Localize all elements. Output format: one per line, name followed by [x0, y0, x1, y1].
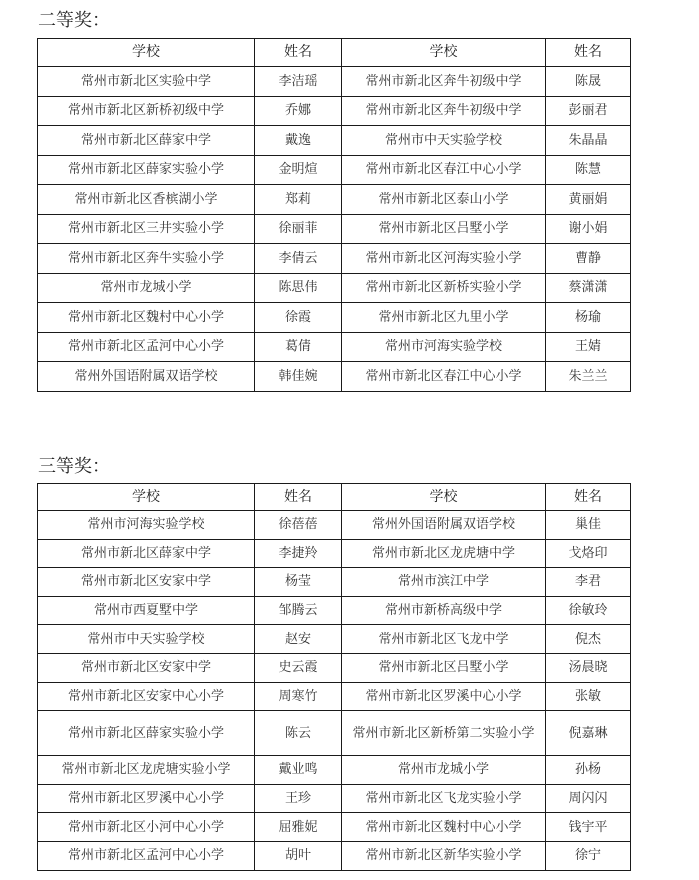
name-cell: 谢小娟	[546, 214, 631, 244]
school-cell: 常州市新北区新桥实验小学	[342, 273, 546, 303]
school-cell: 常州市新北区吕墅小学	[342, 653, 546, 682]
school-cell: 常州市新北区奔牛初级中学	[342, 96, 546, 126]
school-cell: 常州市新北区奔牛初级中学	[342, 67, 546, 97]
table-row	[38, 303, 631, 333]
table-row	[38, 568, 631, 597]
name-cell: 金明煊	[255, 155, 342, 185]
school-cell: 常州市新北区春江中心小学	[342, 362, 546, 392]
school-cell: 常州市河海实验学校	[38, 511, 255, 540]
school-cell: 常州市新北区薛家实验小学	[38, 711, 255, 756]
name-cell: 戴业鸣	[255, 756, 342, 785]
name-cell: 蔡潇潇	[546, 273, 631, 303]
school-cell: 常州市西夏墅中学	[38, 596, 255, 625]
table-row	[38, 362, 631, 392]
school-cell: 常州市新北区龙虎塘中学	[342, 539, 546, 568]
third-prize-table	[37, 483, 631, 871]
table-row	[38, 273, 631, 303]
name-cell: 李捷羚	[255, 539, 342, 568]
name-cell: 黄丽娟	[546, 185, 631, 215]
table-header-row	[38, 484, 631, 511]
name-cell: 韩佳婉	[255, 362, 342, 392]
table-row	[38, 784, 631, 813]
third-prize-title: 三等奖：	[38, 456, 110, 477]
name-cell: 倪嘉琳	[546, 711, 631, 756]
name-cell: 胡叶	[255, 841, 342, 870]
table-row	[38, 511, 631, 540]
school-cell: 常州市新北区薛家实验小学	[38, 155, 255, 185]
school-cell: 常州市新北区孟河中心小学	[38, 332, 255, 362]
table-row	[38, 155, 631, 185]
table-row	[38, 244, 631, 274]
school-cell: 常州市滨江中学	[342, 568, 546, 597]
name-cell: 巢佳	[546, 511, 631, 540]
name-cell: 徐蓓蓓	[255, 511, 342, 540]
school-cell: 常州市新北区魏村中心小学	[38, 303, 255, 333]
name-cell: 陈慧	[546, 155, 631, 185]
name-header: 姓名	[255, 484, 342, 511]
name-cell: 汤晨晓	[546, 653, 631, 682]
name-cell: 钱宇平	[546, 813, 631, 842]
name-header: 姓名	[546, 39, 631, 67]
table-row	[38, 596, 631, 625]
name-cell: 杨莹	[255, 568, 342, 597]
name-cell: 戴逸	[255, 126, 342, 156]
school-cell: 常州市新北区奔牛实验小学	[38, 244, 255, 274]
table-row	[38, 214, 631, 244]
school-cell: 常州市新北区飞龙中学	[342, 625, 546, 654]
name-cell: 史云霞	[255, 653, 342, 682]
table-row	[38, 96, 631, 126]
table-row	[38, 67, 631, 97]
name-header: 姓名	[546, 484, 631, 511]
school-cell: 常州外国语附属双语学校	[38, 362, 255, 392]
name-cell: 朱晶晶	[546, 126, 631, 156]
name-cell: 杨瑜	[546, 303, 631, 333]
name-cell: 李君	[546, 568, 631, 597]
table-row	[38, 682, 631, 711]
name-cell: 屈雅妮	[255, 813, 342, 842]
school-cell: 常州市新北区龙虎塘实验小学	[38, 756, 255, 785]
table-row	[38, 711, 631, 756]
school-cell: 常州市新北区安家中学	[38, 568, 255, 597]
name-cell: 周寒竹	[255, 682, 342, 711]
school-cell: 常州市新北区九里小学	[342, 303, 546, 333]
school-cell: 常州市新北区罗溪中心小学	[38, 784, 255, 813]
name-cell: 孙杨	[546, 756, 631, 785]
school-cell: 常州市新北区魏村中心小学	[342, 813, 546, 842]
name-cell: 乔娜	[255, 96, 342, 126]
school-cell: 常州市新北区新桥初级中学	[38, 96, 255, 126]
school-cell: 常州市新北区三井实验小学	[38, 214, 255, 244]
school-cell: 常州市新北区香槟湖小学	[38, 185, 255, 215]
school-cell: 常州市新北区罗溪中心小学	[342, 682, 546, 711]
name-cell: 周闪闪	[546, 784, 631, 813]
school-cell: 常州市新北区安家中学	[38, 653, 255, 682]
table-row	[38, 332, 631, 362]
name-cell: 李洁瑶	[255, 67, 342, 97]
name-cell: 邹腾云	[255, 596, 342, 625]
table-row	[38, 185, 631, 215]
second-prize-title: 二等奖：	[38, 10, 110, 31]
school-cell: 常州市新北区河海实验小学	[342, 244, 546, 274]
table-header-row	[38, 39, 631, 67]
school-header: 学校	[38, 484, 255, 511]
name-cell: 徐敏玲	[546, 596, 631, 625]
school-cell: 常州市河海实验学校	[342, 332, 546, 362]
name-cell: 王婧	[546, 332, 631, 362]
school-cell: 常州市新北区春江中心小学	[342, 155, 546, 185]
table-row	[38, 756, 631, 785]
name-cell: 陈思伟	[255, 273, 342, 303]
school-cell: 常州市新北区吕墅小学	[342, 214, 546, 244]
name-cell: 彭丽君	[546, 96, 631, 126]
school-cell: 常州市新桥高级中学	[342, 596, 546, 625]
school-cell: 常州市新北区新桥第二实验小学	[342, 711, 546, 756]
school-cell: 常州市新北区孟河中心小学	[38, 841, 255, 870]
name-cell: 徐宁	[546, 841, 631, 870]
school-header: 学校	[342, 39, 546, 67]
table-row	[38, 813, 631, 842]
name-cell: 陈云	[255, 711, 342, 756]
name-cell: 倪杰	[546, 625, 631, 654]
school-header: 学校	[38, 39, 255, 67]
name-cell: 朱兰兰	[546, 362, 631, 392]
name-cell: 李倩云	[255, 244, 342, 274]
name-cell: 陈晟	[546, 67, 631, 97]
school-cell: 常州外国语附属双语学校	[342, 511, 546, 540]
second-prize-table	[37, 38, 631, 392]
name-cell: 王珍	[255, 784, 342, 813]
school-cell: 常州市新北区小河中心小学	[38, 813, 255, 842]
name-cell: 葛倩	[255, 332, 342, 362]
table-row	[38, 539, 631, 568]
school-cell: 常州市新北区实验中学	[38, 67, 255, 97]
table-row	[38, 653, 631, 682]
table-row	[38, 126, 631, 156]
school-cell: 常州市新北区飞龙实验小学	[342, 784, 546, 813]
school-cell: 常州市新北区安家中心小学	[38, 682, 255, 711]
name-cell: 曹静	[546, 244, 631, 274]
school-cell: 常州市龙城小学	[342, 756, 546, 785]
name-cell: 戈烙印	[546, 539, 631, 568]
table-row	[38, 841, 631, 870]
school-cell: 常州市龙城小学	[38, 273, 255, 303]
name-cell: 徐霞	[255, 303, 342, 333]
table-row	[38, 625, 631, 654]
name-cell: 张敏	[546, 682, 631, 711]
school-cell: 常州市中天实验学校	[342, 126, 546, 156]
school-cell: 常州市中天实验学校	[38, 625, 255, 654]
school-cell: 常州市新北区泰山小学	[342, 185, 546, 215]
school-header: 学校	[342, 484, 546, 511]
school-cell: 常州市新北区薛家中学	[38, 539, 255, 568]
name-cell: 徐丽菲	[255, 214, 342, 244]
name-cell: 郑莉	[255, 185, 342, 215]
name-cell: 赵安	[255, 625, 342, 654]
school-cell: 常州市新北区薛家中学	[38, 126, 255, 156]
name-header: 姓名	[255, 39, 342, 67]
school-cell: 常州市新北区新华实验小学	[342, 841, 546, 870]
